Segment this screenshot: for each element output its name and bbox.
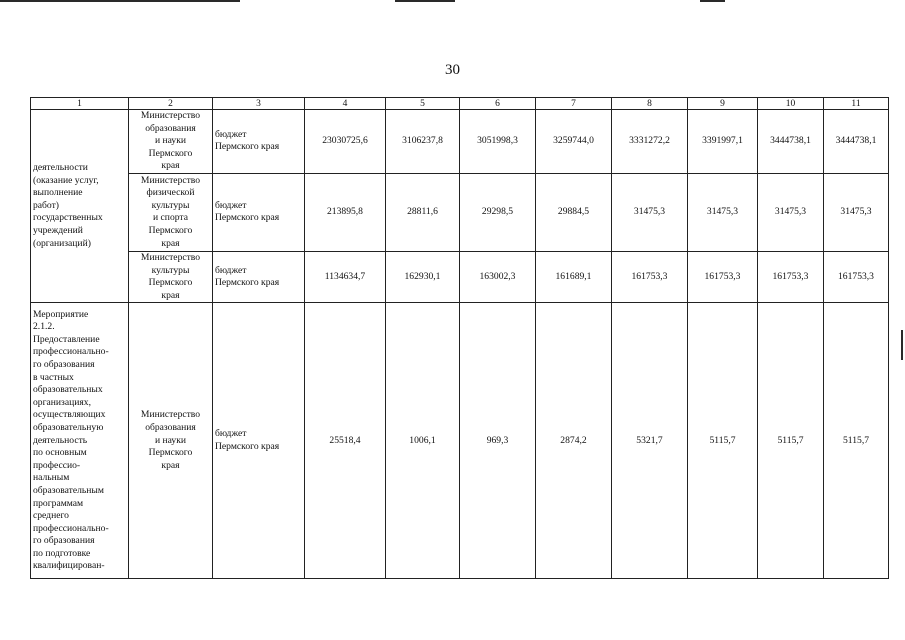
table-row [31,251,889,302]
executor-cell: Министерство физической культуры и спорта Пермского края [129,173,213,251]
value-cell: 5115,7 [824,303,889,579]
value-cell: 31475,3 [612,173,688,251]
value-cell: 25518,4 [305,303,386,579]
value-cell: 2874,2 [536,303,612,579]
table-row [31,173,889,251]
column-header: 7 [536,98,612,110]
value-cell: 31475,3 [688,173,758,251]
activity-cell: Мероприятие 2.1.2. Предоставление профессионально- го образования в частных образовательных организациях, осуществляющих образовательную деятельность по основным профессио- нальным образовательным программам среднего профессионально- го образования по подготовке квалифицирован- [31,303,129,579]
value-cell: 161753,3 [824,251,889,302]
value-cell: 31475,3 [824,173,889,251]
value-cell: 3051998,3 [460,110,536,174]
column-header: 11 [824,98,889,110]
funding-source-cell: бюджет Пермского края [213,251,305,302]
value-cell: 29884,5 [536,173,612,251]
executor-cell: Министерство образования и науки Пермского края [129,303,213,579]
scan-mark-right-edge [901,330,903,360]
value-cell: 3331272,2 [612,110,688,174]
column-header: 10 [758,98,824,110]
column-header: 2 [129,98,213,110]
column-header: 9 [688,98,758,110]
value-cell: 28811,6 [386,173,460,251]
executor-cell: Министерство культуры Пермского края [129,251,213,302]
value-cell: 3106237,8 [386,110,460,174]
value-cell: 23030725,6 [305,110,386,174]
column-header: 8 [612,98,688,110]
value-cell: 29298,5 [460,173,536,251]
value-cell: 5321,7 [612,303,688,579]
column-header: 3 [213,98,305,110]
scan-mark-top-left [0,0,240,2]
scan-mark-top-center [395,0,455,2]
funding-source-cell: бюджет Пермского края [213,173,305,251]
column-header: 5 [386,98,460,110]
table-row [31,303,889,579]
page-number: 30 [445,62,460,78]
value-cell: 213895,8 [305,173,386,251]
value-cell: 5115,7 [688,303,758,579]
value-cell: 161689,1 [536,251,612,302]
value-cell: 163002,3 [460,251,536,302]
value-cell: 1134634,7 [305,251,386,302]
value-cell: 161753,3 [612,251,688,302]
value-cell: 161753,3 [688,251,758,302]
executor-cell: Министерство образования и науки Пермского края [129,110,213,174]
budget-table [30,97,889,579]
value-cell: 3444738,1 [758,110,824,174]
value-cell: 3259744,0 [536,110,612,174]
value-cell: 3444738,1 [824,110,889,174]
activity-cell: деятельности (оказание услуг, выполнение работ) государственных учреждений (организаций) [31,110,129,303]
table-row [31,110,889,174]
value-cell: 162930,1 [386,251,460,302]
column-header: 1 [31,98,129,110]
value-cell: 161753,3 [758,251,824,302]
funding-source-cell: бюджет Пермского края [213,110,305,174]
column-header: 4 [305,98,386,110]
value-cell: 5115,7 [758,303,824,579]
value-cell: 1006,1 [386,303,460,579]
value-cell: 3391997,1 [688,110,758,174]
table-header-row [31,98,889,110]
column-header: 6 [460,98,536,110]
funding-source-cell: бюджет Пермского края [213,303,305,579]
value-cell: 969,3 [460,303,536,579]
scan-mark-top-right [700,0,725,2]
value-cell: 31475,3 [758,173,824,251]
